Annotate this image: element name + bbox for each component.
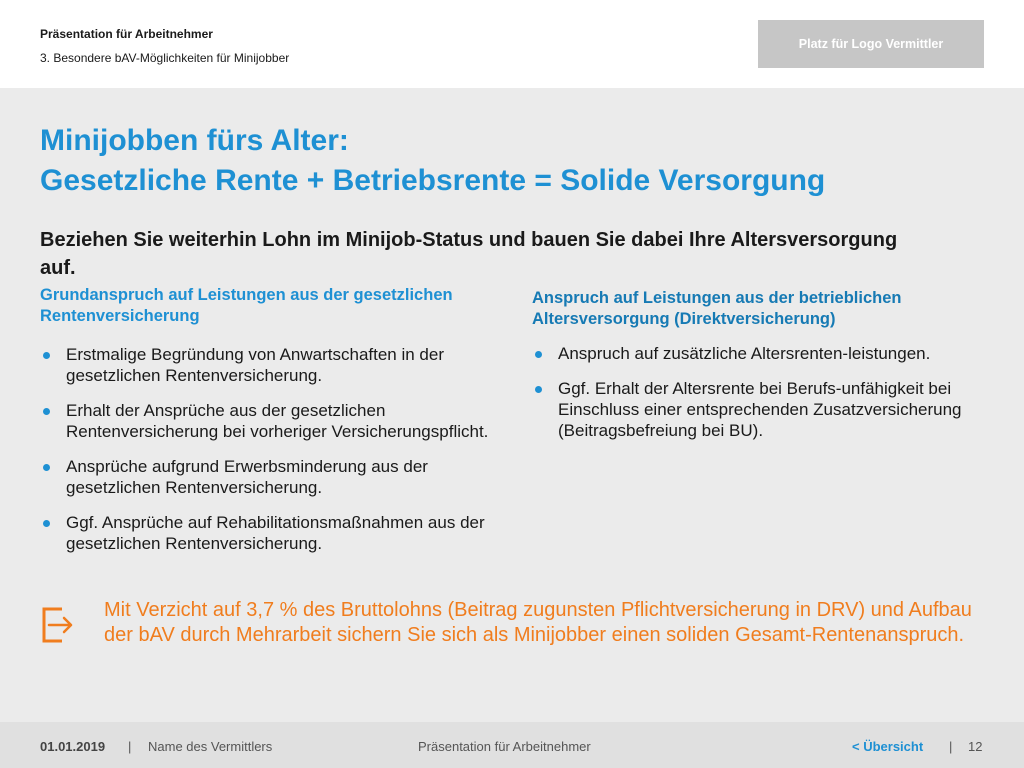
footer-separator: | xyxy=(128,739,132,754)
right-bullet-list xyxy=(532,343,992,441)
conclusion-note: Mit Verzicht auf 3,7 % des Bruttolohns (Beitrag zugunsten Pflichtversicherung in DRV) und Aufbau der bAV durch Mehrarbeit sichern Sie sich als Minijobber einen soliden Gesamt-Rentenanspruch. xyxy=(104,599,972,646)
presentation-title: Präsentation für Arbeitnehmer xyxy=(40,27,213,41)
list-item-text: Anspruch auf zusätzliche Altersrenten-leistungen. xyxy=(558,344,931,363)
logo-placeholder: Platz für Logo Vermittler xyxy=(758,20,984,68)
right-column xyxy=(532,288,992,455)
slide-title-line-2: Gesetzliche Rente + Betriebsrente = Solide Versorgung xyxy=(40,164,826,197)
list-item xyxy=(40,456,500,498)
footer-date: 01.01.2019 xyxy=(40,739,106,754)
left-column xyxy=(40,285,500,568)
footer-presentation-title: Präsentation für Arbeitnehmer xyxy=(418,739,591,754)
list-item xyxy=(40,344,500,386)
right-column-heading: Anspruch auf Leistungen aus der betrieblichen Altersversorgung (Direktversicherung) xyxy=(532,289,902,328)
lead-text: Beziehen Sie weiterhin Lohn im Minijob-Status und bauen Sie dabei Ihre Altersversorgung auf. xyxy=(40,229,898,279)
footer-separator: | xyxy=(949,739,953,754)
bullet-dot-icon xyxy=(43,464,50,471)
slide-title-line-1: Minijobben fürs Alter: xyxy=(40,124,349,157)
list-item-text: Ansprüche aufgrund Erwerbsminderung aus der gesetzlichen Rentenversicherung. xyxy=(66,457,428,497)
bullet-dot-icon xyxy=(535,386,542,393)
bullet-dot-icon xyxy=(43,520,50,527)
footer-agent-name: Name des Vermittlers xyxy=(148,739,273,754)
section-subtitle: 3. Besondere bAV-Möglichkeiten für Minijobber xyxy=(40,51,290,65)
slide-title xyxy=(40,121,1000,201)
bullet-dot-icon xyxy=(535,351,542,358)
list-item xyxy=(40,512,500,554)
list-item-text: Ggf. Ansprüche auf Rehabilitationsmaßnahmen aus der gesetzlichen Rentenversicherung. xyxy=(66,513,485,553)
slide-header xyxy=(0,0,1024,88)
page-number: 12 xyxy=(968,739,983,754)
bullet-dot-icon xyxy=(43,352,50,359)
list-item xyxy=(40,400,500,442)
list-item-text: Ggf. Erhalt der Altersrente bei Berufs-unfähigkeit bei Einschluss einer entsprechenden Zusatzversicherung (Beitragsbefreiung bei BU). xyxy=(558,379,962,440)
left-column-heading: Grundanspruch auf Leistungen aus der gesetzlichen Rentenversicherung xyxy=(40,286,453,325)
overview-link[interactable]: < Übersicht xyxy=(852,739,924,754)
list-item-text: Erhalt der Ansprüche aus der gesetzlichen Rentenversicherung bei vorheriger Versicherungspflicht. xyxy=(66,401,489,441)
list-item xyxy=(532,378,992,441)
bullet-dot-icon xyxy=(43,408,50,415)
arrow-right-box-icon xyxy=(40,606,78,644)
list-item xyxy=(532,343,992,364)
list-item-text: Erstmalige Begründung von Anwartschaften in der gesetzlichen Rentenversicherung. xyxy=(66,345,445,385)
left-bullet-list xyxy=(40,344,500,554)
